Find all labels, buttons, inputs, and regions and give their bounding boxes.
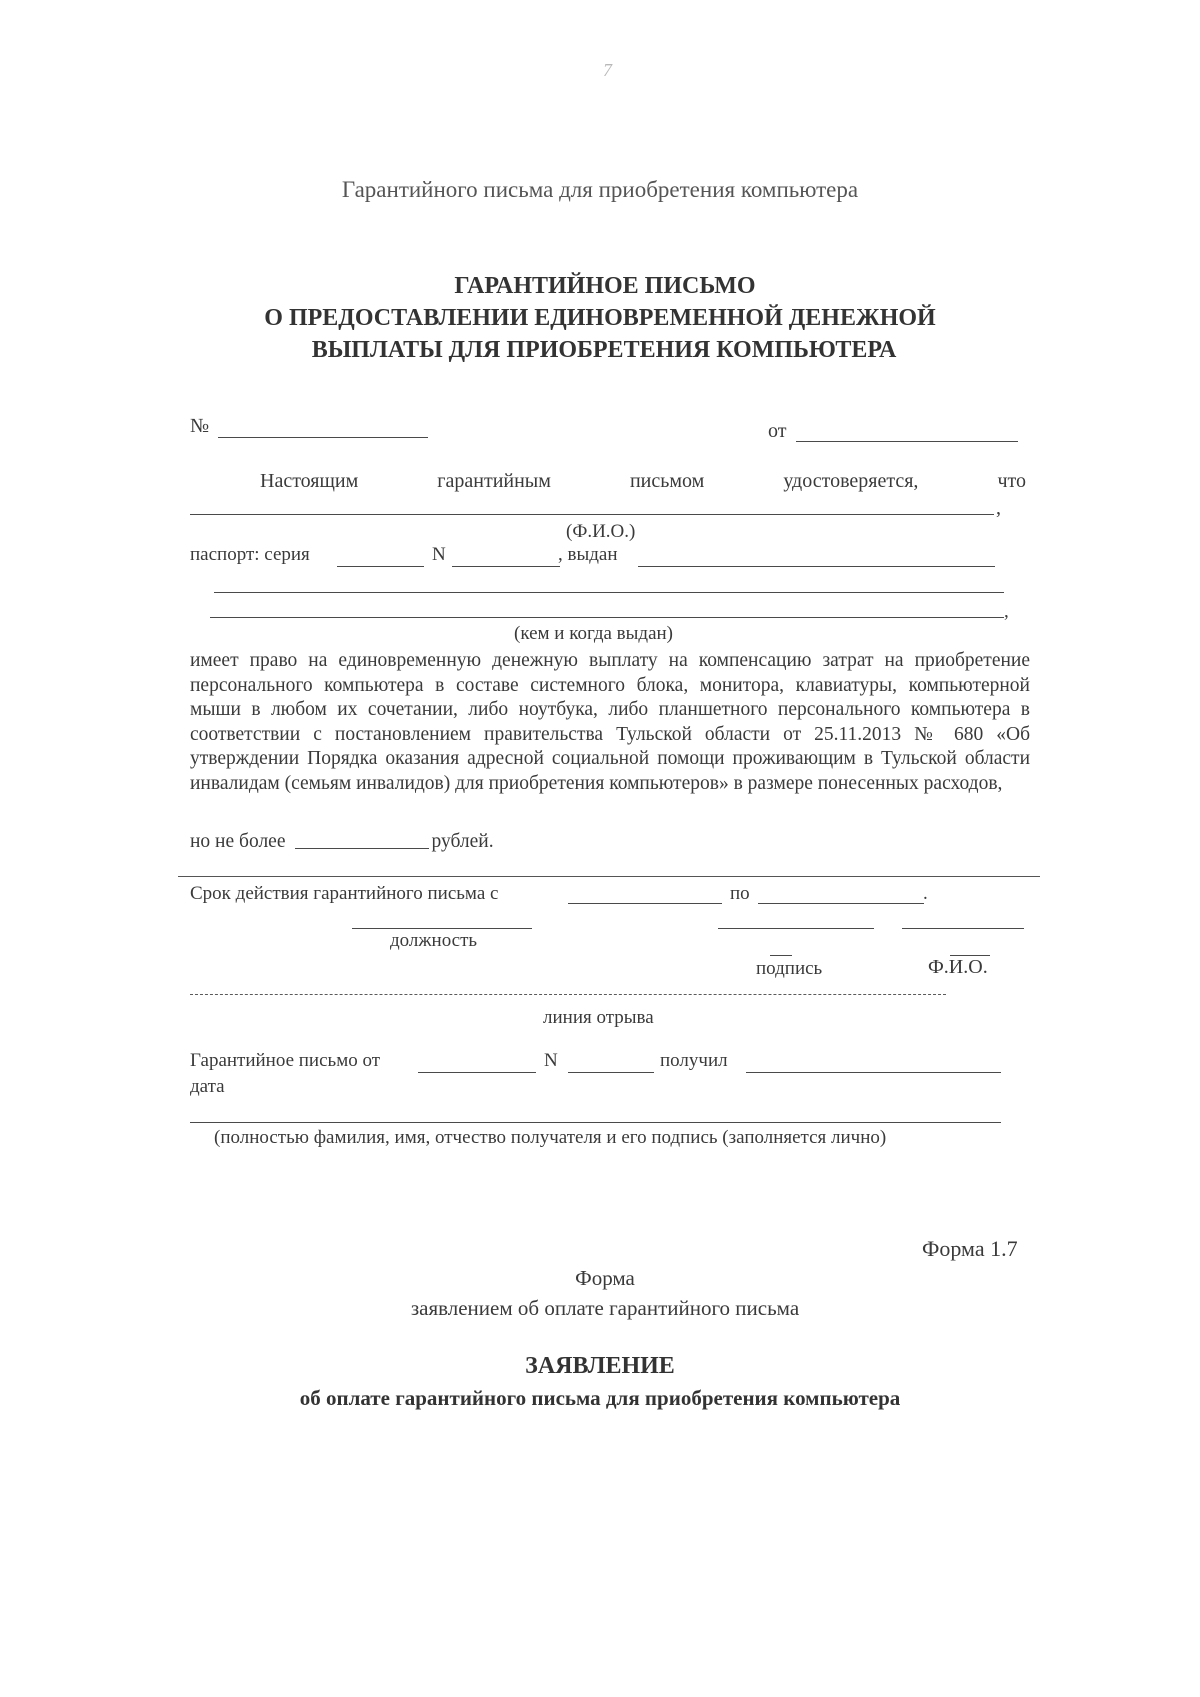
page-number: 7: [603, 60, 612, 80]
passport-issued-label: , выдан: [558, 544, 618, 565]
passport-issued-line: [638, 566, 995, 567]
receipt-label: Гарантийное письмо от: [190, 1050, 381, 1071]
receipt-date-caption: дата: [190, 1076, 225, 1097]
form-heading-line-2: заявлением об оплате гарантийного письма: [410, 1296, 800, 1320]
form-reference: Форма 1.7: [922, 1236, 1018, 1261]
document-subtitle: Гарантийного письма для приобретения компьютера: [341, 177, 859, 202]
entitlement-paragraph: имеет право на единовременную денежную выплату на компенсацию затрат на приобретение персонального компьютера в составе системного блока, монитора, клавиатуры, компьютерной мыши в любом их сочетании, либо ноутбука, либо планшетного персонального компьютера в соответствии с постановлением правительства Тульской области от 25.11.2013 № 680 «Об утверждении Порядка оказания адресной социальной помощи проживающим в Тульской области инвалидам (семьям инвалидов) для приобретения компьютеров» в размере понесенных расходов,: [190, 650, 1030, 794]
issued-by-caption: (кем и когда выдан): [514, 623, 674, 644]
statement-subtitle: об оплате гарантийного письма для приобретения компьютера: [299, 1386, 901, 1410]
recipient-caption: (полностью фамилия, имя, отчество получателя и его подпись (заполняется лично): [214, 1127, 887, 1148]
validity-to-label: по: [730, 883, 750, 904]
amount-prefix: но не более: [190, 831, 286, 852]
passport-label: паспорт: серия: [190, 544, 310, 565]
form-heading-line-1: Форма: [575, 1266, 635, 1290]
validity-label: Срок действия гарантийного письма с: [190, 883, 499, 904]
fio-signature-caption: Ф.И.О.: [928, 956, 988, 978]
position-line: [352, 928, 532, 929]
title-line-3: ВЫПЛАТЫ ДЛЯ ПРИОБРЕТЕНИЯ КОМПЬЮТЕРА: [311, 337, 897, 363]
receipt-n-label: N: [544, 1050, 558, 1071]
statement-title: ЗАЯВЛЕНИЕ: [525, 1353, 675, 1379]
intro-word-2: гарантийным: [437, 470, 551, 492]
intro-row: [190, 470, 1026, 493]
amount-field-line: [295, 848, 429, 849]
section-separator: [178, 876, 1040, 877]
passport-n-label: N: [432, 544, 446, 565]
intro-word-1: Настоящим: [260, 470, 359, 492]
title-line-1: ГАРАНТИЙНОЕ ПИСЬМО: [454, 273, 756, 299]
date-field-line: [796, 441, 1018, 442]
fio-signature-line: [902, 928, 1024, 929]
issued-by-line-2: [210, 617, 1004, 618]
tear-off-line: [190, 994, 946, 995]
fio-field-line: [190, 514, 994, 515]
issued-by-line-1: [214, 592, 1004, 593]
receipt-number-line: [568, 1072, 654, 1073]
number-field-line: [218, 437, 428, 438]
signature-line: [718, 928, 874, 929]
validity-period: .: [923, 883, 928, 904]
position-caption: должность: [390, 930, 478, 951]
signature-caption: подпись: [756, 958, 823, 979]
amount-suffix: рублей.: [431, 831, 494, 852]
main-title: [0, 270, 1200, 366]
passport-series-line: [337, 566, 424, 567]
amount-row: [190, 831, 494, 853]
intro-word-4: удостоверяется,: [783, 470, 919, 492]
fio-caption: (Ф.И.О.): [566, 521, 636, 542]
signature-short-mark: [770, 955, 792, 956]
number-label: №: [190, 415, 210, 437]
intro-word-5: что: [997, 470, 1026, 492]
date-label: от: [768, 420, 787, 442]
validity-from-line: [568, 903, 722, 904]
passport-number-line: [452, 566, 560, 567]
fio-comma: ,: [996, 497, 1001, 519]
validity-to-line: [758, 903, 924, 904]
form-heading: [0, 1263, 1200, 1323]
receipt-date-line: [418, 1072, 536, 1073]
tear-line-caption: линия отрыва: [543, 1007, 654, 1028]
intro-word-3: письмом: [629, 470, 705, 492]
receipt-received-line: [746, 1072, 1001, 1073]
recipient-line: [190, 1122, 1001, 1123]
receipt-received-label: получил: [660, 1050, 728, 1071]
title-line-2: О ПРЕДОСТАВЛЕНИИ ЕДИНОВРЕМЕННОЙ ДЕНЕЖНОЙ: [264, 305, 936, 331]
issued-by-comma: ,: [1004, 601, 1009, 622]
